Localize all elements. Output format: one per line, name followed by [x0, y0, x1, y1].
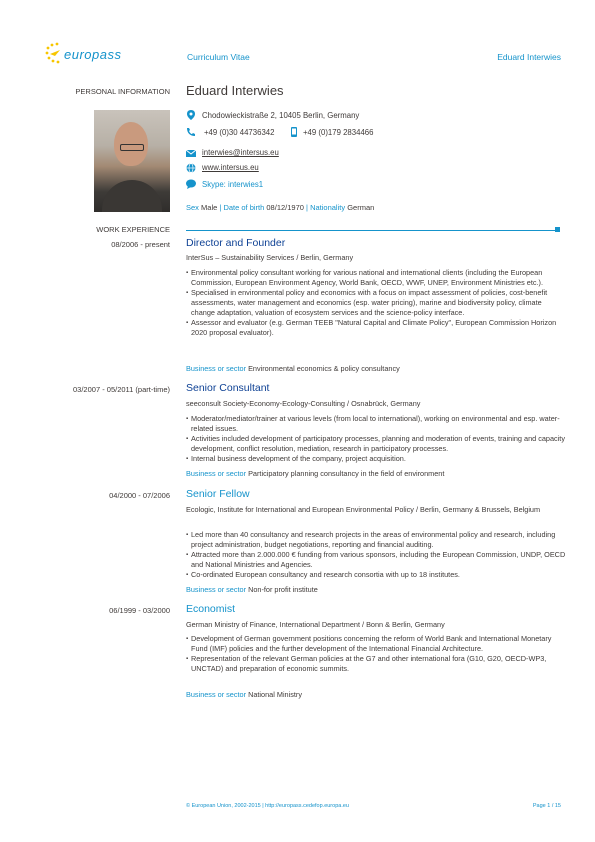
skype: Skype: interwies1	[202, 180, 264, 189]
job-duty: ▪ Attracted more than 2.000.000 € funding from various sponsors, including the European Commission, UNDP, OECD and National Ministries and Agencies.	[186, 550, 566, 570]
job-title: Senior Fellow	[186, 488, 250, 500]
job-sector	[186, 364, 400, 373]
dob-label: Date of birth	[223, 203, 265, 212]
profile-photo	[94, 110, 170, 212]
phone-icon	[186, 127, 196, 137]
job-duty: ▪ Led more than 40 consultancy and research projects in the areas of environmental policy and research, including project administration, budget negotiations, reporting and financial auditing.	[186, 530, 566, 550]
job-duties	[186, 530, 566, 580]
job-sector	[186, 469, 444, 478]
mobile-phone-icon	[290, 127, 298, 137]
address: Chodowieckistraße 2, 10405 Berlin, Germany	[202, 111, 360, 120]
job-duties	[186, 634, 566, 674]
page-number: Page 1 / 15	[532, 803, 561, 809]
mobile: +49 (0)179 2834466	[303, 128, 374, 137]
job-duties	[186, 414, 566, 464]
sector-label: Business or sector	[186, 585, 247, 594]
sector-label: Business or sector	[186, 364, 247, 373]
email-link[interactable]: interwies@intersus.eu	[202, 148, 279, 157]
job-employer: InterSus – Sustainability Services / Berlin, Germany	[186, 253, 354, 262]
job-duty: ▪ Specialised in environmental policy and economics with a focus on impact assessment of policies, cost-benefit assessments, water management and economics (esp. water pricing), marine and biodiversity policy, climate change adaptation, valuation of ecosystem services and the science-policy interface.	[186, 288, 566, 318]
sex-label: Sex	[186, 203, 199, 212]
logo-text: europass	[64, 47, 122, 62]
website-link[interactable]: www.intersus.eu	[202, 163, 259, 172]
doc-title: Curriculum Vitae	[187, 52, 250, 62]
sector-value: Participatory planning consultancy in the field of environment	[248, 469, 445, 478]
sector-label: Business or sector	[186, 469, 247, 478]
job-dates: 06/1999 - 03/2000	[109, 606, 170, 615]
globe-icon	[186, 163, 196, 173]
job-title: Economist	[186, 603, 236, 615]
dob-value: 08/12/1970	[266, 203, 304, 212]
personal-details-line: Sex Male | Date of birth 08/12/1970 | Nationality German	[186, 203, 375, 212]
job-employer: Ecologic, Institute for International and European Environmental Policy / Berlin, Germany & Brussels, Belgium	[186, 505, 541, 514]
europass-logo	[44, 42, 124, 66]
job-employer: German Ministry of Finance, International Department / Bonn & Berlin, Germany	[186, 620, 445, 629]
job-duties	[186, 268, 566, 338]
work-experience-label: WORK EXPERIENCE	[96, 225, 170, 234]
sector-label: Business or sector	[186, 690, 247, 699]
phone: +49 (0)30 44736342	[204, 128, 275, 137]
location-pin-icon	[186, 110, 196, 120]
job-dates: 08/2006 - present	[111, 240, 170, 249]
section-divider	[186, 230, 556, 231]
job-duty: ▪ Representation of the relevant German policies at the G7 and other international fora (G10, G20, OECD-WP3, UNCTAD) and preparation of economic summits.	[186, 654, 566, 674]
footer-copyright: © European Union, 2002-2015 | http://europass.cedefop.europa.eu	[186, 803, 349, 809]
sector-value: Environmental economics & policy consultancy	[248, 364, 400, 373]
job-duty: ▪ Activities included development of participatory processes, planning and moderation of events, training and capacity development, conflict resolution, mediation, research in participatory processes.	[186, 434, 566, 454]
job-duty: ▪ Co-ordinated European consultancy and research consortia with up to 18 institutes.	[186, 570, 566, 580]
job-employer: seeconsult Society-Economy-Ecology-Consulting / Osnabrück, Germany	[186, 399, 421, 408]
job-title: Director and Founder	[186, 237, 286, 249]
job-duty: ▪ Assessor and evaluator (e.g. German TEEB "Natural Capital and Climate Policy", European Commission Horizon 2020 proposal evaluator).	[186, 318, 566, 338]
nationality-value: German	[347, 203, 375, 212]
email-icon	[186, 148, 196, 158]
sector-value: Non-for profit institute	[248, 585, 318, 594]
job-dates: 04/2000 - 07/2006	[109, 491, 170, 500]
personal-info-label: PERSONAL INFORMATION	[75, 87, 170, 96]
sector-value: National Ministry	[248, 690, 302, 699]
job-dates: 03/2007 - 05/2011 (part-time)	[73, 385, 170, 394]
section-divider-marker	[555, 227, 560, 232]
job-sector	[186, 690, 302, 699]
person-name: Eduard Interwies	[186, 83, 284, 98]
job-title: Senior Consultant	[186, 382, 270, 394]
nationality-label: Nationality	[310, 203, 346, 212]
chat-bubble-icon	[186, 179, 196, 189]
sex-value: Male	[201, 203, 218, 212]
job-duty: ▪ Development of German government positions concerning the reform of World Bank and International Monetary Fund (IMF) policies and the further development of the International Financial Architecture.	[186, 634, 566, 654]
job-duty: ▪ Moderator/mediator/trainer at various levels (from local to international), working on environmental and esp. water-related issues.	[186, 414, 566, 434]
job-duty: ▪ Internal business development of the company, project acquisition.	[186, 454, 566, 464]
header-person-name: Eduard Interwies	[497, 52, 561, 62]
job-sector	[186, 585, 318, 594]
job-duty: ▪ Environmental policy consultant working for various national and international clients (including the European Commission, European Environment Agency, World Bank, OECD, WWF, UNEP, Environment Ministries etc.).	[186, 268, 566, 288]
